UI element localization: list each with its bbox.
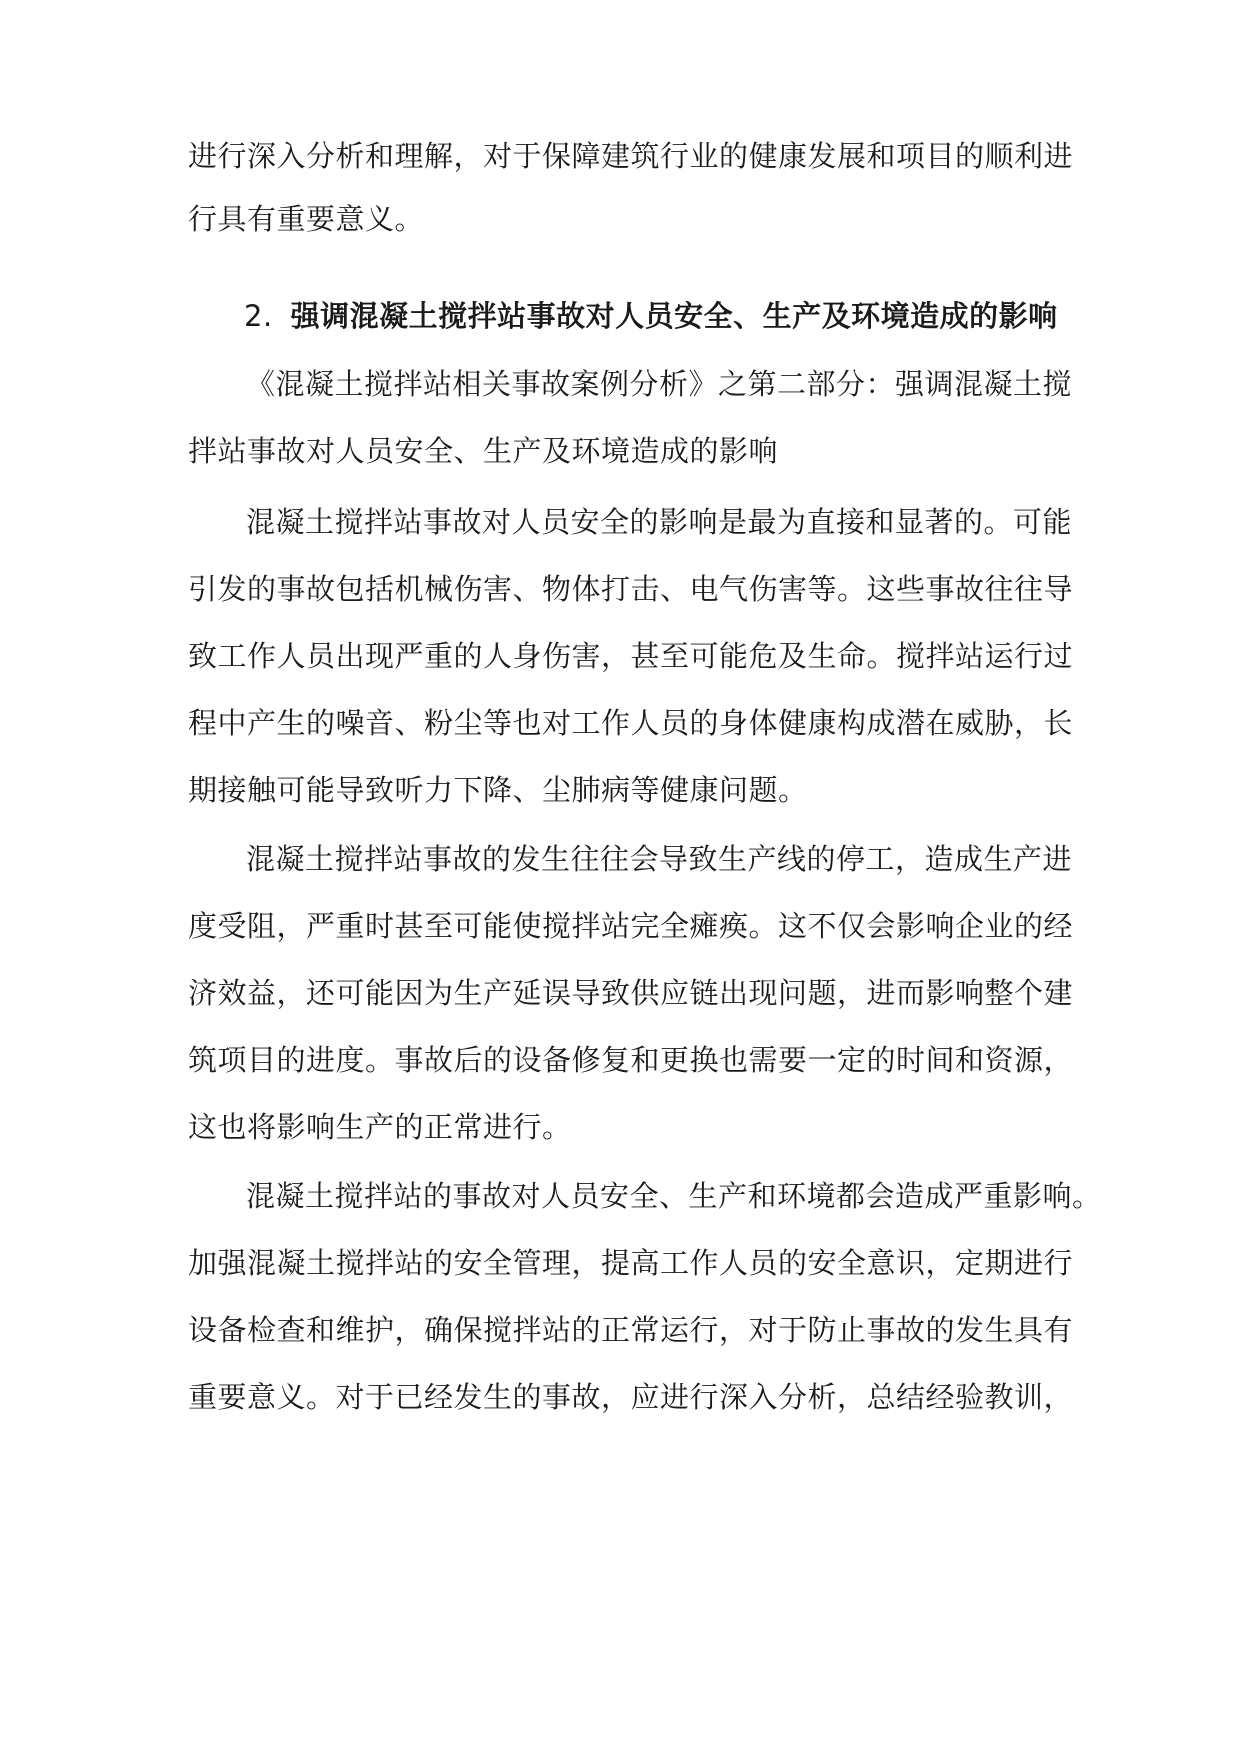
paragraph-line: 加强混凝土搅拌站的安全管理，提高工作人员的安全意识，定期进行 [188,1246,1074,1280]
paragraph-line: 致工作人员出现严重的人身伤害，甚至可能危及生命。搅拌站运行过 [188,639,1074,673]
paragraph-line: 进行深入分析和理解，对于保障建筑行业的健康发展和项目的顺利进 [188,139,1074,173]
paragraph-line: 设备检查和维护，确保搅拌站的正常运行，对于防止事故的发生具有 [188,1313,1074,1347]
paragraph-line: 混凝土搅拌站事故的发生往往会导致生产线的停工，造成生产进 [246,842,1073,876]
paragraph-line: 济效益，还可能因为生产延误导致供应链出现问题，进而影响整个建 [188,976,1074,1010]
section-heading [244,296,1058,336]
paragraph-line: 拌站事故对人员安全、生产及环境造成的影响 [188,434,779,468]
paragraph-line: 度受阻，严重时甚至可能使搅拌站完全瘫痪。这不仅会影响企业的经 [188,909,1074,943]
paragraph-line: 混凝土搅拌站的事故对人员安全、生产和环境都会造成严重影响。 [246,1179,1102,1213]
section-number: 2. [244,299,273,333]
paragraph-line: 混凝土搅拌站事故对人员安全的影响是最为直接和显著的。可能 [246,505,1073,539]
paragraph-line: 程中产生的噪音、粉尘等也对工作人员的身体健康构成潜在威胁，长 [188,706,1074,740]
paragraph-line: 《混凝土搅拌站相关事故案例分析》之第二部分：强调混凝土搅 [246,367,1073,401]
paragraph-line: 期接触可能导致听力下降、尘肺病等健康问题。 [188,773,808,807]
paragraph-line: 引发的事故包括机械伤害、物体打击、电气伤害等。这些事故往往导 [188,572,1074,606]
paragraph-line: 行具有重要意义。 [188,202,425,236]
paragraph-line: 这也将影响生产的正常进行。 [188,1110,572,1144]
paragraph-line: 重要意义。对于已经发生的事故，应进行深入分析，总结经验教训， [188,1380,1074,1414]
section-title: 强调混凝土搅拌站事故对人员安全、生产及环境造成的影响 [290,299,1058,333]
paragraph-line: 筑项目的进度。事故后的设备修复和更换也需要一定的时间和资源， [188,1043,1074,1077]
